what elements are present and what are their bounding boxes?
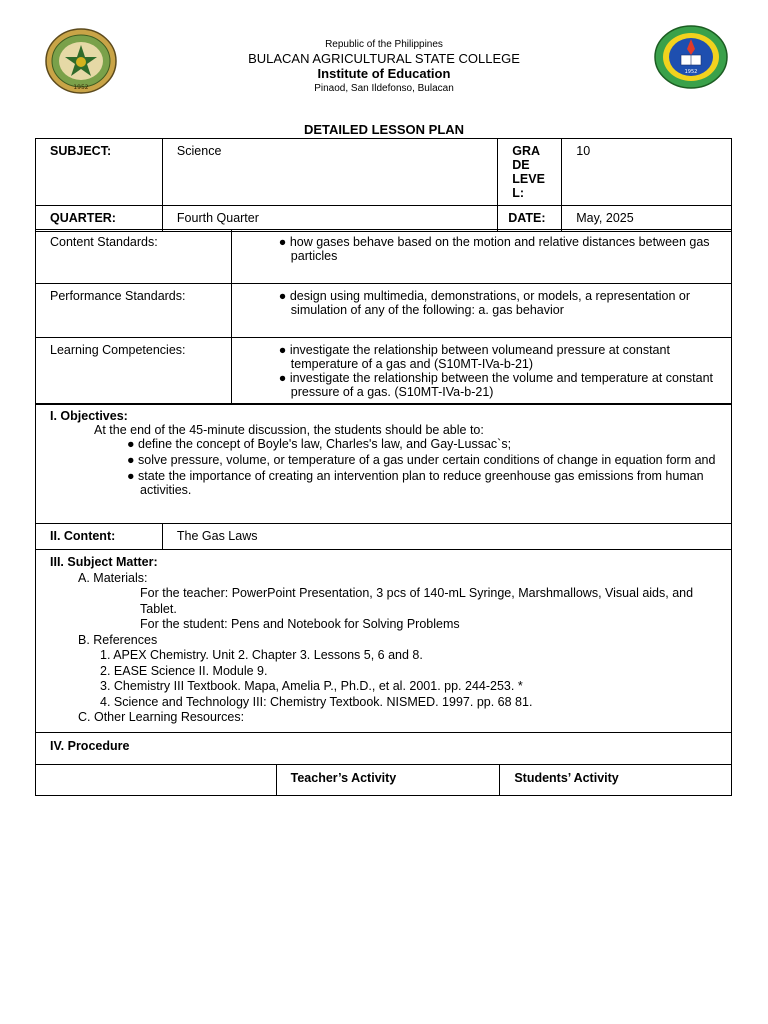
- table-row: [36, 404, 732, 524]
- content-value: The Gas Laws: [162, 524, 731, 550]
- lesson-table: [35, 403, 732, 796]
- grade-level-value: 10: [562, 139, 732, 206]
- grade-label-line: DE: [512, 158, 530, 172]
- subject-label: SUBJECT:: [36, 139, 163, 206]
- objectives-cell: [36, 404, 732, 524]
- objective-item: ● state the importance of creating an intervention plan to reduce greenhouse gas emissions from human activities.: [127, 469, 704, 497]
- objective-item: ● solve pressure, volume, or temperature of a gas under certain conditions of change in equation form and: [127, 453, 716, 467]
- date-label: DATE:: [498, 206, 562, 232]
- content-label: II. Content:: [36, 524, 163, 550]
- info-table: [35, 138, 732, 232]
- student-materials: For the student: Pens and Notebook for Solving Problems: [140, 617, 460, 631]
- objectives-intro: At the end of the 45-minute discussion, the students should be able to:: [94, 423, 484, 437]
- content-standards-cell: [231, 230, 731, 284]
- quarter-value: Fourth Quarter: [162, 206, 497, 232]
- table-row: [36, 284, 732, 338]
- table-row: [36, 230, 732, 284]
- institute-name: Institute of Education: [317, 66, 451, 81]
- subject-matter-cell: [36, 550, 732, 733]
- table-row: [36, 206, 732, 232]
- students-activity-header: Students’ Activity: [500, 765, 732, 796]
- teacher-activity-header: Teacher’s Activity: [276, 765, 500, 796]
- content-standard-item: ● how gases behave based on the motion and relative distances between gas particles: [278, 235, 710, 263]
- materials-label: A. Materials:: [78, 570, 148, 585]
- college-address: Pinaod, San Ildefonso, Bulacan: [314, 83, 454, 94]
- date-value: May, 2025: [562, 206, 732, 232]
- table-row: [36, 733, 732, 765]
- grade-label-line: LEVE: [512, 172, 545, 186]
- grade-label-line: L:: [512, 186, 525, 200]
- table-row: [36, 338, 732, 405]
- competency-item: ● investigate the relationship between volumeand pressure at constant temperature of a gas and (S10MT-IVa-b-21): [278, 343, 670, 371]
- objective-item: ● define the concept of Boyle's law, Charles's law, and Gay-Lussac`s;: [127, 437, 512, 451]
- document-header: [0, 38, 768, 95]
- table-row: [36, 139, 732, 206]
- reference-item: 3. Chemistry III Textbook. Mapa, Amelia P., Ph.D., et al. 2001. pp. 244-253. *: [100, 679, 523, 693]
- table-row: [36, 550, 732, 733]
- teacher-materials: For the teacher: PowerPoint Presentation, 3 pcs of 140-mL Syringe, Marshmallows, Visual aids, and Tablet.: [140, 586, 694, 616]
- republic-text: Republic of the Philippines: [325, 39, 443, 50]
- references-label: B. References: [78, 632, 158, 647]
- competency-item: ● investigate the relationship between the volume and temperature at constant pressure of a gas. (S10MT-IVa-b-21): [278, 371, 714, 399]
- reference-item: 1. APEX Chemistry. Unit 2. Chapter 3. Lessons 5, 6 and 8.: [100, 648, 423, 662]
- learning-competencies-label: Learning Competencies:: [36, 338, 232, 405]
- content-standards-label: Content Standards:: [36, 230, 232, 284]
- performance-standards-label: Performance Standards:: [36, 284, 232, 338]
- seal-year-text: 1952: [684, 69, 698, 75]
- document-title: DETAILED LESSON PLAN: [303, 122, 465, 137]
- procedure-heading: IV. Procedure: [36, 733, 732, 765]
- performance-standards-cell: [231, 284, 731, 338]
- performance-standard-item: ● design using multimedia, demonstrations, or models, a representation or simulation of any of the following: a. gas behavior: [278, 289, 691, 317]
- standards-table: [35, 229, 732, 405]
- objectives-list: [50, 437, 717, 497]
- procedure-blank-header: [36, 765, 277, 796]
- reference-item: 4. Science and Technology III: Chemistry Textbook. NISMED. 1997. pp. 68 81.: [100, 694, 533, 709]
- subject-matter-heading: III. Subject Matter:: [50, 555, 158, 569]
- quarter-label: QUARTER:: [36, 206, 163, 232]
- college-name: BULACAN AGRICULTURAL STATE COLLEGE: [248, 51, 520, 66]
- grade-label-line: GRA: [512, 144, 541, 158]
- table-row: [36, 765, 732, 796]
- learning-competencies-cell: [231, 338, 731, 405]
- table-row: [36, 524, 732, 550]
- reference-item: 2. EASE Science II. Module 9.: [100, 663, 268, 678]
- seal-year-text: 1952: [73, 84, 89, 91]
- subject-value: Science: [162, 139, 497, 206]
- objectives-heading: I. Objectives:: [50, 409, 128, 423]
- grade-level-label: [498, 139, 562, 206]
- other-resources-label: C. Other Learning Resources:: [78, 710, 245, 724]
